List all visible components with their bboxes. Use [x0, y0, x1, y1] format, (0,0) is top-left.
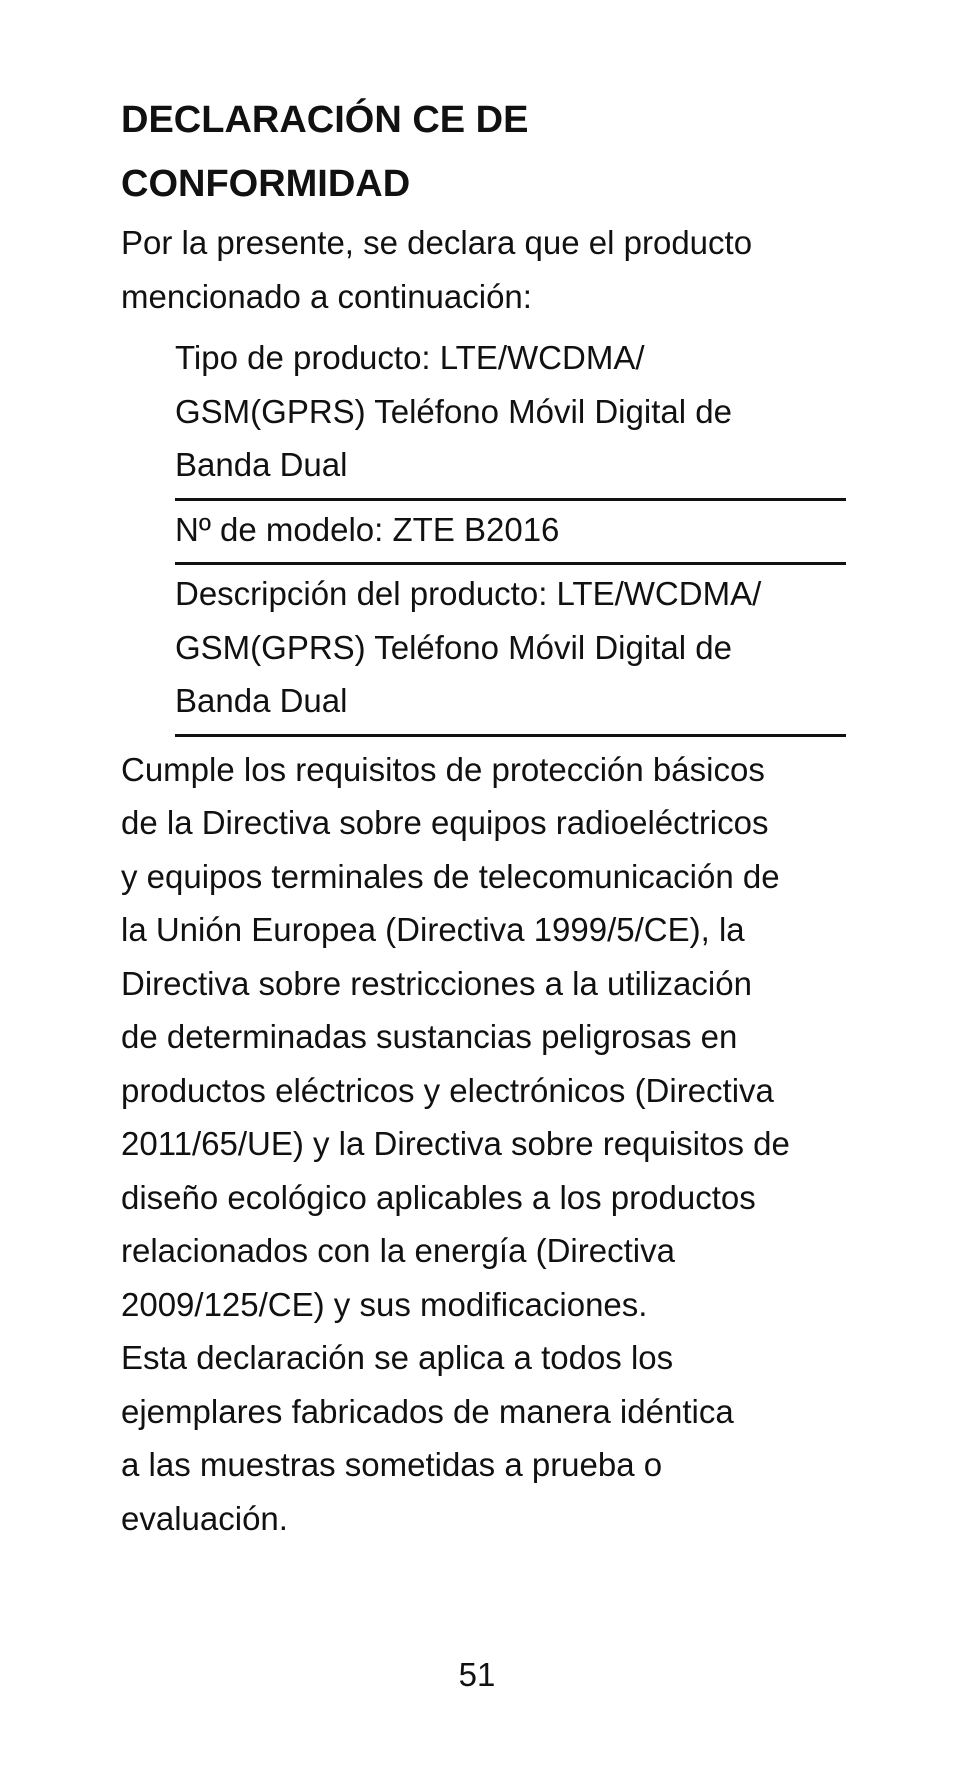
scope-line: a las muestras sometidas a prueba o	[121, 1446, 663, 1483]
spec-line: Nº de modelo: ZTE B2016	[175, 510, 560, 548]
page-number: 51	[458, 1656, 496, 1693]
spec-line: GSM(GPRS) Teléfono Móvil Digital de	[175, 392, 732, 430]
spec-line: Tipo de producto: LTE/WCDMA/	[175, 339, 645, 376]
spec-line: GSM(GPRS) Teléfono Móvil Digital de	[175, 628, 732, 666]
compliance-line: 2009/125/CE) y sus modificaciones.	[121, 1285, 648, 1323]
intro-line: Por la presente, se declara que el producto	[121, 224, 753, 261]
intro-paragraph	[121, 216, 821, 323]
title-line: CONFORMIDAD	[121, 163, 411, 205]
product-spec-table	[175, 331, 846, 737]
title-line: DECLARACIÓN CE DE	[121, 99, 529, 141]
scope-line: evaluación.	[121, 1499, 288, 1537]
document-page	[121, 88, 851, 1545]
compliance-line: la Unión Europea (Directiva 1999/5/CE), la	[121, 911, 745, 948]
spec-row-model-number	[175, 501, 846, 566]
compliance-line: relacionados con la energía (Directiva	[121, 1232, 675, 1269]
compliance-line: de la Directiva sobre equipos radioeléctricos	[121, 804, 769, 841]
compliance-line: de determinadas sustancias peligrosas en	[121, 1018, 738, 1055]
scope-line: Esta declaración se aplica a todos los	[121, 1339, 674, 1376]
compliance-line: productos eléctricos y electrónicos (Directiva	[121, 1071, 774, 1109]
spec-line: Banda Dual	[175, 446, 348, 483]
spec-line: Banda Dual	[175, 682, 348, 719]
page-title	[121, 88, 681, 216]
spec-line: Descripción del producto: LTE/WCDMA/	[175, 575, 762, 612]
spec-row-product-type	[175, 331, 846, 501]
spec-row-product-description	[175, 565, 846, 737]
compliance-line: Cumple los requisitos de protección básicos	[121, 750, 765, 788]
compliance-line: Directiva sobre restricciones a la utilización	[121, 964, 752, 1002]
compliance-line: diseño ecológico aplicables a los productos	[121, 1178, 756, 1216]
compliance-line: y equipos terminales de telecomunicación de	[121, 857, 780, 895]
scope-paragraph	[121, 1331, 861, 1545]
compliance-paragraph	[121, 743, 861, 1332]
intro-line: mencionado a continuación:	[121, 277, 532, 315]
scope-line: ejemplares fabricados de manera idéntica	[121, 1392, 734, 1430]
compliance-line: 2011/65/UE) y la Directiva sobre requisitos de	[121, 1125, 790, 1162]
